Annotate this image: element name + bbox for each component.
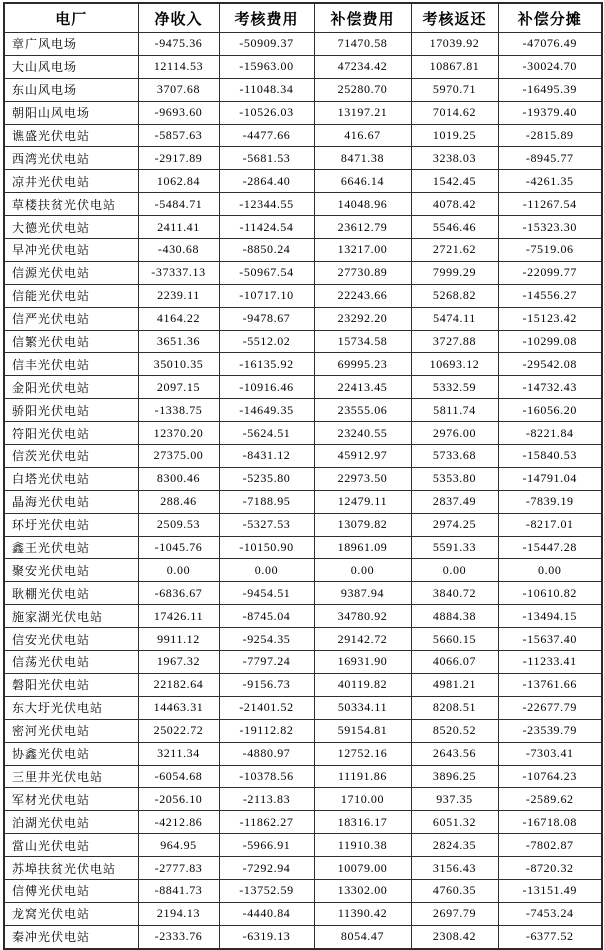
table-row — [4, 78, 602, 101]
plant-name-cell: 三里井光伏电站 — [4, 765, 138, 788]
plant-name-cell: 环圩光伏电站 — [4, 513, 138, 536]
value-cell: 13197.21 — [314, 101, 411, 124]
table-row — [4, 788, 602, 811]
value-cell: -13752.59 — [219, 879, 314, 902]
value-cell: 17039.92 — [411, 33, 498, 56]
value-cell: -8431.12 — [219, 445, 314, 468]
table-row — [4, 628, 602, 651]
col-header-compensation-fee: 补偿费用 — [314, 3, 411, 33]
table-row — [4, 55, 602, 78]
plant-name-cell: 东山风电场 — [4, 78, 138, 101]
value-cell: -8221.84 — [498, 422, 602, 445]
plant-name-cell: 信源光伏电站 — [4, 261, 138, 284]
plant-name-cell: 军材光伏电站 — [4, 788, 138, 811]
value-cell: 25280.70 — [314, 78, 411, 101]
value-cell: -7303.41 — [498, 742, 602, 765]
value-cell: 14463.31 — [138, 696, 219, 719]
value-cell: -2589.62 — [498, 788, 602, 811]
value-cell: -19112.82 — [219, 719, 314, 742]
plant-name-cell: 聚安光伏电站 — [4, 559, 138, 582]
plant-name-cell: 施家湖光伏电站 — [4, 605, 138, 628]
value-cell: 2697.79 — [411, 902, 498, 925]
value-cell: 8300.46 — [138, 467, 219, 490]
value-cell: -13151.49 — [498, 879, 602, 902]
value-cell: -5327.53 — [219, 513, 314, 536]
value-cell: 50334.11 — [314, 696, 411, 719]
value-cell: -430.68 — [138, 239, 219, 262]
col-header-net-income: 净收入 — [138, 3, 219, 33]
value-cell: 10079.00 — [314, 857, 411, 880]
table-row — [4, 147, 602, 170]
value-cell: 1542.45 — [411, 170, 498, 193]
value-cell: -14732.43 — [498, 376, 602, 399]
value-cell: 4078.42 — [411, 193, 498, 216]
plant-name-cell: 信丰光伏电站 — [4, 353, 138, 376]
value-cell: -4261.35 — [498, 170, 602, 193]
table-row — [4, 490, 602, 513]
table-row — [4, 742, 602, 765]
value-cell: 2974.25 — [411, 513, 498, 536]
value-cell: 9387.94 — [314, 582, 411, 605]
value-cell: 6646.14 — [314, 170, 411, 193]
value-cell: 5353.80 — [411, 467, 498, 490]
plant-name-cell: 泊湖光伏电站 — [4, 811, 138, 834]
value-cell: -5235.80 — [219, 467, 314, 490]
value-cell: 2837.49 — [411, 490, 498, 513]
value-cell: -50909.37 — [219, 33, 314, 56]
plant-name-cell: 磐阳光伏电站 — [4, 673, 138, 696]
table-row — [4, 399, 602, 422]
value-cell: 27375.00 — [138, 445, 219, 468]
value-cell: 3211.34 — [138, 742, 219, 765]
value-cell: 47234.42 — [314, 55, 411, 78]
value-cell: 12752.16 — [314, 742, 411, 765]
table-row — [4, 33, 602, 56]
table-row — [4, 216, 602, 239]
table-row — [4, 124, 602, 147]
value-cell: 5546.46 — [411, 216, 498, 239]
value-cell: -11424.54 — [219, 216, 314, 239]
plant-name-cell: 信能光伏电站 — [4, 284, 138, 307]
value-cell: -11048.34 — [219, 78, 314, 101]
value-cell: -16718.08 — [498, 811, 602, 834]
value-cell: 2411.41 — [138, 216, 219, 239]
value-cell: 1710.00 — [314, 788, 411, 811]
table-row — [4, 811, 602, 834]
table-row — [4, 857, 602, 880]
plant-name-cell: 耿棚光伏电站 — [4, 582, 138, 605]
plant-name-cell: 金阳光伏电站 — [4, 376, 138, 399]
value-cell: 17426.11 — [138, 605, 219, 628]
plant-name-cell: 符阳光伏电站 — [4, 422, 138, 445]
table-row — [4, 261, 602, 284]
value-cell: 0.00 — [138, 559, 219, 582]
table-row — [4, 330, 602, 353]
table-row — [4, 902, 602, 925]
value-cell: -13494.15 — [498, 605, 602, 628]
value-cell: 2239.11 — [138, 284, 219, 307]
value-cell: 35010.35 — [138, 353, 219, 376]
plant-name-cell: 信繁光伏电站 — [4, 330, 138, 353]
value-cell: -7802.87 — [498, 834, 602, 857]
plant-name-cell: 信荡光伏电站 — [4, 651, 138, 674]
value-cell: 5660.15 — [411, 628, 498, 651]
table-row — [4, 376, 602, 399]
value-cell: 3651.36 — [138, 330, 219, 353]
value-cell: 3727.88 — [411, 330, 498, 353]
value-cell: 12479.11 — [314, 490, 411, 513]
value-cell: -13761.66 — [498, 673, 602, 696]
value-cell: 2308.42 — [411, 925, 498, 948]
value-cell: 23555.06 — [314, 399, 411, 422]
value-cell: 23240.55 — [314, 422, 411, 445]
table-row — [4, 170, 602, 193]
value-cell: 4981.21 — [411, 673, 498, 696]
plant-name-cell: 谯盛光伏电站 — [4, 124, 138, 147]
plant-name-cell: 协鑫光伏电站 — [4, 742, 138, 765]
col-header-plant: 电厂 — [4, 3, 138, 33]
value-cell: -11267.54 — [498, 193, 602, 216]
plant-name-cell: 鑫王光伏电站 — [4, 536, 138, 559]
value-cell: 5811.74 — [411, 399, 498, 422]
value-cell: -15963.00 — [219, 55, 314, 78]
value-cell: -9475.36 — [138, 33, 219, 56]
value-cell: 2643.56 — [411, 742, 498, 765]
value-cell: 0.00 — [219, 559, 314, 582]
value-cell: 8471.38 — [314, 147, 411, 170]
value-cell: -11862.27 — [219, 811, 314, 834]
value-cell: 5268.82 — [411, 284, 498, 307]
value-cell: 3238.03 — [411, 147, 498, 170]
value-cell: -8841.73 — [138, 879, 219, 902]
value-cell: -6377.52 — [498, 925, 602, 948]
value-cell: 18961.09 — [314, 536, 411, 559]
table-row — [4, 284, 602, 307]
value-cell: 22182.64 — [138, 673, 219, 696]
value-cell: -23539.79 — [498, 719, 602, 742]
value-cell: -8850.24 — [219, 239, 314, 262]
value-cell: -16056.20 — [498, 399, 602, 422]
table-row — [4, 925, 602, 948]
value-cell: 3896.25 — [411, 765, 498, 788]
value-cell: -21401.52 — [219, 696, 314, 719]
value-cell: 13302.00 — [314, 879, 411, 902]
value-cell: -2113.83 — [219, 788, 314, 811]
table-row — [4, 513, 602, 536]
value-cell: -5857.63 — [138, 124, 219, 147]
plant-name-cell: 苏埠扶贫光伏电站 — [4, 857, 138, 880]
value-cell: 1967.32 — [138, 651, 219, 674]
value-cell: -19379.40 — [498, 101, 602, 124]
value-cell: -14791.04 — [498, 467, 602, 490]
plant-name-cell: 信安光伏电站 — [4, 628, 138, 651]
value-cell: 416.67 — [314, 124, 411, 147]
plant-name-cell: 东大圩光伏电站 — [4, 696, 138, 719]
value-cell: 4884.38 — [411, 605, 498, 628]
table-body — [4, 33, 602, 949]
table-row — [4, 193, 602, 216]
plant-name-cell: 章广风电场 — [4, 33, 138, 56]
plant-name-cell: 白塔光伏电站 — [4, 467, 138, 490]
table-row — [4, 239, 602, 262]
plant-name-cell: 早冲光伏电站 — [4, 239, 138, 262]
value-cell: 23612.79 — [314, 216, 411, 239]
value-cell: -2777.83 — [138, 857, 219, 880]
value-cell: -14556.27 — [498, 284, 602, 307]
value-cell: 5591.33 — [411, 536, 498, 559]
value-cell: -10378.56 — [219, 765, 314, 788]
value-cell: -7519.06 — [498, 239, 602, 262]
value-cell: -9693.60 — [138, 101, 219, 124]
plant-name-cell: 大德光伏电站 — [4, 216, 138, 239]
value-cell: 34780.92 — [314, 605, 411, 628]
table-row — [4, 765, 602, 788]
value-cell: -2917.89 — [138, 147, 219, 170]
value-cell: 0.00 — [411, 559, 498, 582]
value-cell: -7839.19 — [498, 490, 602, 513]
table-row — [4, 834, 602, 857]
value-cell: -30024.70 — [498, 55, 602, 78]
value-cell: -14649.35 — [219, 399, 314, 422]
table-row — [4, 467, 602, 490]
table-row — [4, 605, 602, 628]
value-cell: -6836.67 — [138, 582, 219, 605]
value-cell: -15447.28 — [498, 536, 602, 559]
value-cell: 10867.81 — [411, 55, 498, 78]
table-row — [4, 719, 602, 742]
value-cell: -11233.41 — [498, 651, 602, 674]
value-cell: 288.46 — [138, 490, 219, 513]
value-cell: -10717.10 — [219, 284, 314, 307]
value-cell: -2333.76 — [138, 925, 219, 948]
value-cell: 7014.62 — [411, 101, 498, 124]
value-cell: 0.00 — [498, 559, 602, 582]
table-row — [4, 536, 602, 559]
value-cell: -7292.94 — [219, 857, 314, 880]
value-cell: 12114.53 — [138, 55, 219, 78]
plant-name-cell: 龙窝光伏电站 — [4, 902, 138, 925]
value-cell: -16495.39 — [498, 78, 602, 101]
value-cell: 2097.15 — [138, 376, 219, 399]
value-cell: 0.00 — [314, 559, 411, 582]
value-cell: -7453.24 — [498, 902, 602, 925]
plant-name-cell: 密河光伏电站 — [4, 719, 138, 742]
value-cell: -22677.79 — [498, 696, 602, 719]
value-cell: 22973.50 — [314, 467, 411, 490]
plant-name-cell: 當山光伏电站 — [4, 834, 138, 857]
plant-name-cell: 信茨光伏电站 — [4, 445, 138, 468]
value-cell: -10764.23 — [498, 765, 602, 788]
value-cell: 7999.29 — [411, 261, 498, 284]
value-cell: 11191.86 — [314, 765, 411, 788]
value-cell: -9478.67 — [219, 307, 314, 330]
value-cell: 5970.71 — [411, 78, 498, 101]
value-cell: -10916.46 — [219, 376, 314, 399]
table-row — [4, 353, 602, 376]
value-cell: -8217.01 — [498, 513, 602, 536]
value-cell: -2864.40 — [219, 170, 314, 193]
value-cell: -15323.30 — [498, 216, 602, 239]
value-cell: -8745.04 — [219, 605, 314, 628]
value-cell: 2824.35 — [411, 834, 498, 857]
value-cell: -5681.53 — [219, 147, 314, 170]
value-cell: 11910.38 — [314, 834, 411, 857]
value-cell: -1045.76 — [138, 536, 219, 559]
table-row — [4, 651, 602, 674]
table-row — [4, 879, 602, 902]
value-cell: 69995.23 — [314, 353, 411, 376]
value-cell: 45912.97 — [314, 445, 411, 468]
value-cell: -37337.13 — [138, 261, 219, 284]
value-cell: 2509.53 — [138, 513, 219, 536]
value-cell: 3707.68 — [138, 78, 219, 101]
table-row — [4, 559, 602, 582]
value-cell: 13079.82 — [314, 513, 411, 536]
value-cell: 12370.20 — [138, 422, 219, 445]
table-row — [4, 101, 602, 124]
value-cell: -9454.51 — [219, 582, 314, 605]
plant-name-cell: 信傅光伏电站 — [4, 879, 138, 902]
value-cell: 9911.12 — [138, 628, 219, 651]
plant-name-cell: 西湾光伏电站 — [4, 147, 138, 170]
value-cell: -15840.53 — [498, 445, 602, 468]
value-cell: 59154.81 — [314, 719, 411, 742]
value-cell: 964.95 — [138, 834, 219, 857]
table-row — [4, 696, 602, 719]
value-cell: -16135.92 — [219, 353, 314, 376]
header-row — [4, 3, 602, 33]
value-cell: 2194.13 — [138, 902, 219, 925]
value-cell: -2056.10 — [138, 788, 219, 811]
value-cell: -4440.84 — [219, 902, 314, 925]
value-cell: 937.35 — [411, 788, 498, 811]
value-cell: 2721.62 — [411, 239, 498, 262]
plant-name-cell: 凉井光伏电站 — [4, 170, 138, 193]
value-cell: -5512.02 — [219, 330, 314, 353]
value-cell: -4880.97 — [219, 742, 314, 765]
value-cell: 29142.72 — [314, 628, 411, 651]
table-row — [4, 307, 602, 330]
table-row — [4, 582, 602, 605]
value-cell: 5332.59 — [411, 376, 498, 399]
value-cell: 8054.47 — [314, 925, 411, 948]
value-cell: 14048.96 — [314, 193, 411, 216]
value-cell: -5484.71 — [138, 193, 219, 216]
plant-name-cell: 朝阳山风电场 — [4, 101, 138, 124]
value-cell: 5733.68 — [411, 445, 498, 468]
value-cell: -47076.49 — [498, 33, 602, 56]
table-row — [4, 422, 602, 445]
value-cell: -29542.08 — [498, 353, 602, 376]
value-cell: 8520.52 — [411, 719, 498, 742]
value-cell: -7188.95 — [219, 490, 314, 513]
value-cell: 13217.00 — [314, 239, 411, 262]
value-cell: -10150.90 — [219, 536, 314, 559]
value-cell: 11390.42 — [314, 902, 411, 925]
value-cell: 4164.22 — [138, 307, 219, 330]
value-cell: -9156.73 — [219, 673, 314, 696]
plant-name-cell: 晶海光伏电站 — [4, 490, 138, 513]
value-cell: -1338.75 — [138, 399, 219, 422]
value-cell: -15123.42 — [498, 307, 602, 330]
table-row — [4, 673, 602, 696]
value-cell: 1062.84 — [138, 170, 219, 193]
value-cell: -4212.86 — [138, 811, 219, 834]
col-header-assessment-fee: 考核费用 — [219, 3, 314, 33]
power-plant-settlement-table — [3, 2, 603, 950]
value-cell: 40119.82 — [314, 673, 411, 696]
value-cell: -4477.66 — [219, 124, 314, 147]
value-cell: -6054.68 — [138, 765, 219, 788]
plant-name-cell: 草楼扶贫光伏电站 — [4, 193, 138, 216]
value-cell: -50967.54 — [219, 261, 314, 284]
value-cell: 3840.72 — [411, 582, 498, 605]
table-row — [4, 445, 602, 468]
value-cell: 15734.58 — [314, 330, 411, 353]
value-cell: 5474.11 — [411, 307, 498, 330]
value-cell: -5966.91 — [219, 834, 314, 857]
value-cell: 71470.58 — [314, 33, 411, 56]
value-cell: -8945.77 — [498, 147, 602, 170]
value-cell: 22413.45 — [314, 376, 411, 399]
value-cell: -15637.40 — [498, 628, 602, 651]
plant-name-cell: 信严光伏电站 — [4, 307, 138, 330]
plant-name-cell: 骄阳光伏电站 — [4, 399, 138, 422]
value-cell: -10299.08 — [498, 330, 602, 353]
value-cell: 3156.43 — [411, 857, 498, 880]
value-cell: -2815.89 — [498, 124, 602, 147]
plant-name-cell: 秦冲光伏电站 — [4, 925, 138, 948]
value-cell: 27730.89 — [314, 261, 411, 284]
value-cell: 10693.12 — [411, 353, 498, 376]
value-cell: -22099.77 — [498, 261, 602, 284]
col-header-compensation-share: 补偿分摊 — [498, 3, 602, 33]
value-cell: 25022.72 — [138, 719, 219, 742]
value-cell: 22243.66 — [314, 284, 411, 307]
value-cell: -8720.32 — [498, 857, 602, 880]
value-cell: -10526.03 — [219, 101, 314, 124]
value-cell: 23292.20 — [314, 307, 411, 330]
col-header-assessment-refund: 考核返还 — [411, 3, 498, 33]
value-cell: 4066.07 — [411, 651, 498, 674]
value-cell: -6319.13 — [219, 925, 314, 948]
value-cell: 18316.17 — [314, 811, 411, 834]
plant-name-cell: 大山风电场 — [4, 55, 138, 78]
value-cell: -10610.82 — [498, 582, 602, 605]
value-cell: -5624.51 — [219, 422, 314, 445]
value-cell: -9254.35 — [219, 628, 314, 651]
value-cell: 16931.90 — [314, 651, 411, 674]
value-cell: 6051.32 — [411, 811, 498, 834]
value-cell: -7797.24 — [219, 651, 314, 674]
value-cell: 4760.35 — [411, 879, 498, 902]
value-cell: -12344.55 — [219, 193, 314, 216]
value-cell: 8208.51 — [411, 696, 498, 719]
value-cell: 1019.25 — [411, 124, 498, 147]
value-cell: 2976.00 — [411, 422, 498, 445]
